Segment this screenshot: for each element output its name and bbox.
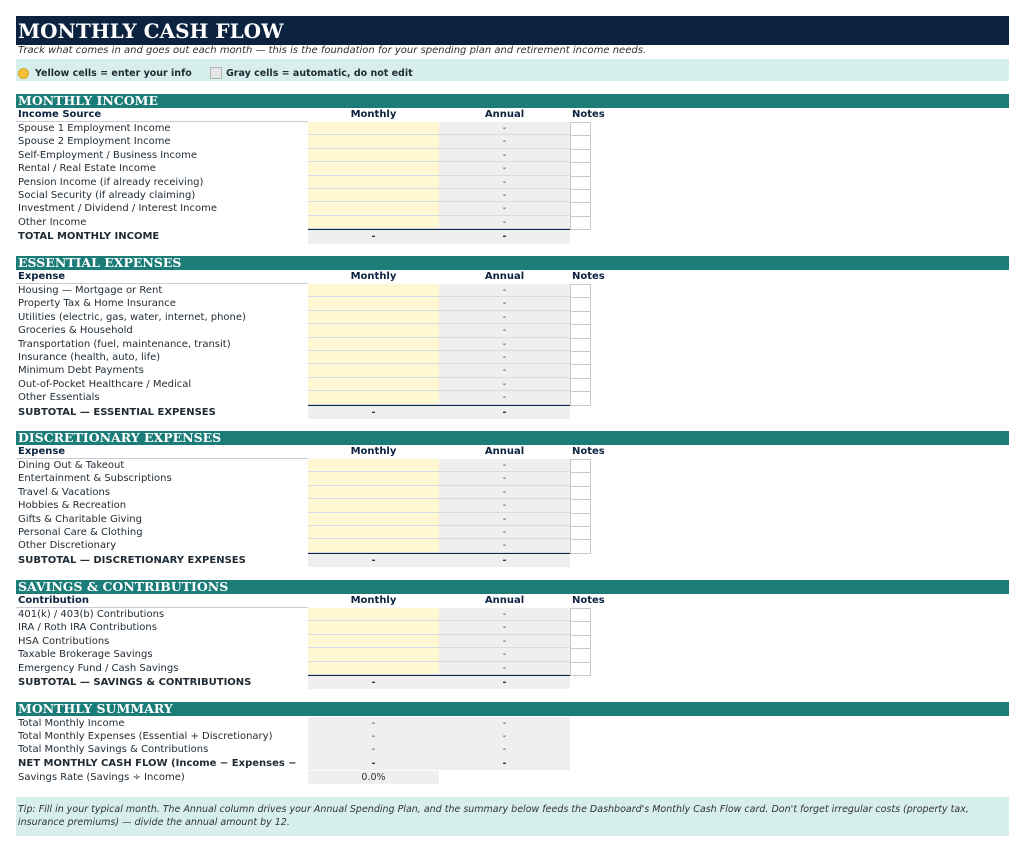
discretionary-notes-cell[interactable] (570, 513, 591, 527)
income-monthly-input[interactable] (308, 216, 439, 229)
summary-monthly-value: - (308, 730, 439, 743)
income-notes-cell[interactable] (570, 176, 591, 190)
income-monthly-input[interactable] (308, 122, 439, 135)
essential-row-label: Housing — Mortgage or Rent (18, 285, 163, 296)
income-row-label: Investment / Dividend / Interest Income (18, 203, 217, 215)
net-cash-flow-label: NET MONTHLY CASH FLOW (Income − Expenses − (18, 757, 297, 769)
income-first-col-header: Income Source (18, 109, 102, 120)
income-row-label: Rental / Real Estate Income (18, 163, 156, 175)
income-annual-value: - (439, 149, 570, 162)
essential-annual-value: - (439, 351, 570, 364)
essential-monthly-input[interactable] (308, 391, 439, 404)
essential-section-title: ESSENTIAL EXPENSES (18, 255, 182, 270)
discretionary-notes-cell[interactable] (570, 459, 591, 473)
essential-notes-cell[interactable] (570, 324, 591, 338)
savings-total-monthly: - (308, 676, 439, 689)
savings-row-label: HSA Contributions (18, 635, 110, 647)
legend-yellow-text: Yellow cells = enter your info (35, 68, 192, 79)
income-section-title: MONTHLY INCOME (18, 93, 159, 108)
essential-row-label: Other Essentials (18, 392, 100, 404)
essential-row-label: Groceries & Household (18, 325, 133, 337)
net-cash-flow-monthly: - (308, 757, 439, 770)
income-monthly-input[interactable] (308, 135, 439, 148)
legend-gray-text: Gray cells = automatic, do not edit (226, 68, 413, 79)
income-notes-cell[interactable] (570, 149, 591, 163)
discretionary-monthly-input[interactable] (308, 499, 439, 512)
income-annual-value: - (439, 162, 570, 175)
discretionary-notes-cell[interactable] (570, 472, 591, 486)
essential-notes-cell[interactable] (570, 351, 591, 365)
essential-row-label: Transportation (fuel, maintenance, transit) (18, 338, 231, 350)
savings-section-title: SAVINGS & CONTRIBUTIONS (18, 579, 229, 594)
discretionary-first-col-header: Expense (18, 446, 66, 457)
essential-notes-cell[interactable] (570, 364, 591, 378)
income-annual-value: - (439, 122, 570, 135)
summary-annual-value: - (439, 743, 570, 756)
essential-notes-cell[interactable] (570, 391, 591, 405)
essential-annual-value: - (439, 324, 570, 337)
essential-annual-value: - (439, 297, 570, 310)
essential-monthly-input[interactable] (308, 297, 439, 310)
income-monthly-header: Monthly (350, 109, 397, 120)
summary-row-label: Total Monthly Savings & Contributions (18, 744, 209, 756)
income-notes-cell[interactable] (570, 162, 591, 176)
summary-annual-value: - (439, 730, 570, 743)
essential-notes-cell[interactable] (570, 378, 591, 392)
savings-notes-cell[interactable] (570, 635, 591, 649)
essential-total-annual: - (439, 406, 570, 419)
savings-notes-cell[interactable] (570, 608, 591, 622)
savings-rate-label: Savings Rate (Savings ÷ Income) (18, 771, 185, 783)
discretionary-monthly-input[interactable] (308, 539, 439, 552)
income-row-label: Pension Income (if already receiving) (18, 176, 204, 188)
discretionary-annual-value: - (439, 526, 570, 539)
net-cash-flow-annual: - (439, 757, 570, 770)
savings-annual-value: - (439, 608, 570, 621)
savings-row-label: Emergency Fund / Cash Savings (18, 662, 179, 674)
savings-total-label: SUBTOTAL — SAVINGS & CONTRIBUTIONS (18, 677, 252, 688)
essential-annual-value: - (439, 284, 570, 297)
essential-monthly-input[interactable] (308, 364, 439, 377)
discretionary-row-label: Hobbies & Recreation (18, 500, 127, 512)
savings-row-label: IRA / Roth IRA Contributions (18, 622, 157, 634)
tip-text: Tip: Fill in your typical month. The Annual column drives your Annual Spending Plan, and the summary below feeds the Dashboard's Monthly Cash Flow card. Don't forget irregular costs (property tax, insurance premiums) — divide the annual amount by 12. (18, 804, 969, 828)
essential-annual-header: Annual (484, 271, 525, 282)
essential-monthly-input[interactable] (308, 351, 439, 364)
discretionary-total-monthly: - (308, 554, 439, 567)
income-total-monthly: - (308, 230, 439, 243)
income-section-bar (16, 94, 1009, 108)
discretionary-annual-value: - (439, 486, 570, 499)
income-monthly-input[interactable] (308, 176, 439, 189)
discretionary-monthly-input[interactable] (308, 486, 439, 499)
savings-total-annual: - (439, 676, 570, 689)
income-annual-value: - (439, 135, 570, 148)
essential-row-label: Property Tax & Home Insurance (18, 298, 176, 310)
essential-total-monthly: - (308, 406, 439, 419)
savings-rate-value: 0.0% (308, 771, 439, 784)
income-total-label: TOTAL MONTHLY INCOME (18, 231, 160, 243)
savings-annual-value: - (439, 621, 570, 634)
income-notes-header: Notes (572, 109, 605, 120)
discretionary-total-label: SUBTOTAL — DISCRETIONARY EXPENSES (18, 554, 246, 566)
gray-swatch-icon (210, 67, 222, 79)
discretionary-notes-header: Notes (572, 446, 605, 457)
discretionary-monthly-input[interactable] (308, 513, 439, 526)
essential-annual-value: - (439, 338, 570, 351)
discretionary-section-title: DISCRETIONARY EXPENSES (18, 430, 222, 445)
essential-notes-cell[interactable] (570, 311, 591, 325)
income-row-label: Other Income (18, 216, 87, 228)
discretionary-row-label: Travel & Vacations (18, 486, 111, 498)
savings-annual-value: - (439, 648, 570, 661)
income-monthly-input[interactable] (308, 202, 439, 215)
discretionary-monthly-input[interactable] (308, 472, 439, 485)
essential-annual-value: - (439, 391, 570, 404)
essential-monthly-input[interactable] (308, 324, 439, 337)
discretionary-notes-cell[interactable] (570, 539, 591, 553)
savings-monthly-input[interactable] (308, 621, 439, 634)
discretionary-notes-cell[interactable] (570, 526, 591, 540)
savings-monthly-input[interactable] (308, 662, 439, 675)
income-annual-value: - (439, 202, 570, 215)
essential-annual-value: - (439, 378, 570, 391)
summary-row-label: Total Monthly Expenses (Essential + Discretionary) (18, 730, 273, 742)
discretionary-monthly-header: Monthly (350, 446, 397, 457)
essential-notes-cell[interactable] (570, 297, 591, 311)
income-notes-cell[interactable] (570, 202, 591, 216)
savings-row-label: 401(k) / 403(b) Contributions (18, 609, 165, 620)
essential-first-col-header: Expense (18, 271, 66, 282)
essential-monthly-input[interactable] (308, 284, 439, 297)
page-title: MONTHLY CASH FLOW (18, 19, 284, 43)
summary-monthly-value: - (308, 743, 439, 756)
savings-monthly-header: Monthly (350, 595, 397, 606)
savings-notes-cell[interactable] (570, 662, 591, 676)
savings-monthly-input[interactable] (308, 648, 439, 661)
summary-monthly-value: - (308, 717, 439, 730)
discretionary-row-label: Personal Care & Clothing (18, 527, 143, 538)
income-row-label: Spouse 2 Employment Income (18, 136, 171, 148)
yellow-dot-icon (18, 68, 29, 79)
discretionary-annual-header: Annual (484, 446, 525, 457)
savings-annual-header: Annual (484, 595, 525, 606)
essential-monthly-header: Monthly (350, 271, 397, 282)
essential-monthly-input[interactable] (308, 311, 439, 324)
discretionary-total-annual: - (439, 554, 570, 567)
discretionary-row-label: Entertainment & Subscriptions (18, 473, 172, 485)
income-annual-header: Annual (484, 109, 525, 120)
essential-notes-cell[interactable] (570, 338, 591, 352)
savings-row-label: Taxable Brokerage Savings (18, 649, 153, 661)
discretionary-annual-value: - (439, 499, 570, 512)
essential-monthly-input[interactable] (308, 338, 439, 351)
essential-row-label: Minimum Debt Payments (18, 365, 144, 377)
savings-monthly-input[interactable] (308, 608, 439, 621)
discretionary-row-label: Gifts & Charitable Giving (18, 513, 142, 525)
income-notes-cell[interactable] (570, 216, 591, 230)
income-notes-cell[interactable] (570, 135, 591, 149)
essential-monthly-input[interactable] (308, 378, 439, 391)
essential-total-label: SUBTOTAL — ESSENTIAL EXPENSES (18, 406, 216, 418)
income-annual-value: - (439, 176, 570, 189)
income-row-label: Social Security (if already claiming) (18, 190, 196, 201)
discretionary-row-label: Dining Out & Takeout (18, 460, 125, 471)
essential-row-label: Out-of-Pocket Healthcare / Medical (18, 378, 192, 390)
discretionary-monthly-input[interactable] (308, 459, 439, 472)
essential-row-label: Utilities (electric, gas, water, internet, phone) (18, 311, 246, 323)
income-annual-value: - (439, 189, 570, 202)
income-notes-cell[interactable] (570, 122, 591, 136)
income-monthly-input[interactable] (308, 149, 439, 162)
discretionary-notes-cell[interactable] (570, 499, 591, 513)
essential-annual-value: - (439, 311, 570, 324)
discretionary-annual-value: - (439, 513, 570, 526)
savings-annual-value: - (439, 635, 570, 648)
income-row-label: Self-Employment / Business Income (18, 149, 198, 161)
discretionary-monthly-input[interactable] (308, 526, 439, 539)
page-subtitle: Track what comes in and goes out each month — this is the foundation for your spending plan and retirement income needs. (18, 45, 647, 56)
essential-notes-header: Notes (572, 271, 605, 282)
discretionary-row-label: Other Discretionary (18, 540, 117, 552)
discretionary-notes-cell[interactable] (570, 486, 591, 500)
summary-row-label: Total Monthly Income (18, 717, 125, 729)
savings-notes-cell[interactable] (570, 621, 591, 635)
essential-row-label: Insurance (health, auto, life) (18, 352, 161, 363)
income-row-label: Spouse 1 Employment Income (18, 123, 171, 134)
essential-annual-value: - (439, 364, 570, 377)
income-monthly-input[interactable] (308, 189, 439, 202)
savings-first-col-header: Contribution (18, 595, 89, 606)
discretionary-annual-value: - (439, 459, 570, 472)
summary-section-title: MONTHLY SUMMARY (18, 701, 173, 716)
income-monthly-input[interactable] (308, 162, 439, 175)
savings-monthly-input[interactable] (308, 635, 439, 648)
essential-notes-cell[interactable] (570, 284, 591, 298)
summary-annual-value: - (439, 717, 570, 730)
income-notes-cell[interactable] (570, 189, 591, 203)
savings-notes-cell[interactable] (570, 648, 591, 662)
income-annual-value: - (439, 216, 570, 229)
discretionary-annual-value: - (439, 472, 570, 485)
savings-notes-header: Notes (572, 595, 605, 606)
discretionary-annual-value: - (439, 539, 570, 552)
income-total-annual: - (439, 230, 570, 243)
savings-annual-value: - (439, 662, 570, 675)
